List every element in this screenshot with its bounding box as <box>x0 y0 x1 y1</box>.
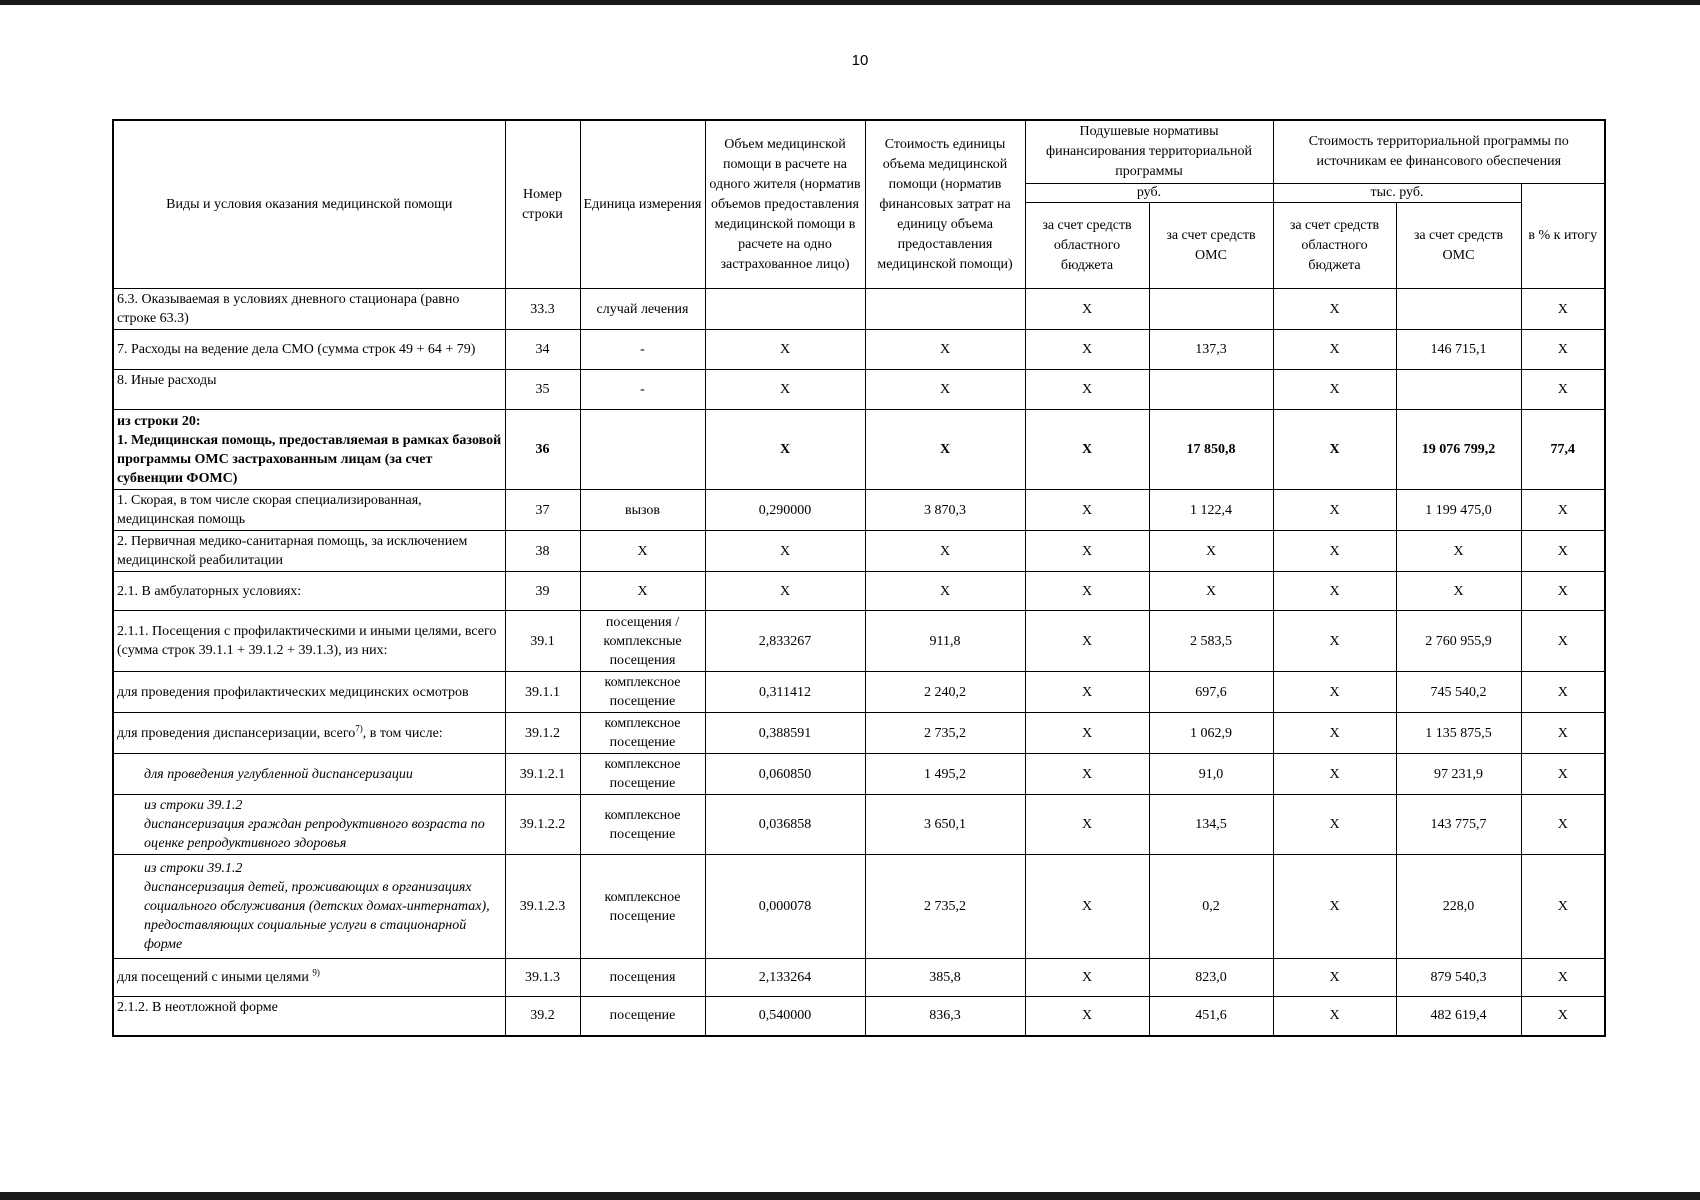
row-pc-budget: X <box>1025 410 1149 490</box>
row-pc-budget: X <box>1025 330 1149 370</box>
row-number: 35 <box>505 370 580 410</box>
row-c-oms: 143 775,7 <box>1396 795 1521 855</box>
row-volume: X <box>705 410 865 490</box>
row-name: 1. Скорая, в том числе скорая специализированная, медицинская помощь <box>113 490 505 531</box>
header-volume: Объем медицинской помощи в расчете на одного жителя (норматив объемов предоставления медицинской помощи в расчете на одно застрахованное лицо) <box>705 120 865 289</box>
row-pc-oms: 823,0 <box>1149 959 1273 997</box>
row-c-oms: 2 760 955,9 <box>1396 611 1521 672</box>
row-pc-oms: 91,0 <box>1149 754 1273 795</box>
row-pc-oms: 2 583,5 <box>1149 611 1273 672</box>
row-c-oms: 228,0 <box>1396 855 1521 959</box>
row-cost: 3 650,1 <box>865 795 1025 855</box>
row-percent: X <box>1521 611 1605 672</box>
row-unit: комплексное посещение <box>580 713 705 754</box>
row-percent: X <box>1521 795 1605 855</box>
row-cost: 2 735,2 <box>865 713 1025 754</box>
table-row <box>113 289 1605 330</box>
row-number: 39.1.2.2 <box>505 795 580 855</box>
row-c-budget: X <box>1273 672 1396 713</box>
table-row <box>113 959 1605 997</box>
table-row <box>113 490 1605 531</box>
row-cost: X <box>865 410 1025 490</box>
row-c-oms <box>1396 370 1521 410</box>
row-pc-oms: 1 122,4 <box>1149 490 1273 531</box>
table-row <box>113 713 1605 754</box>
row-volume <box>705 289 865 330</box>
row-number: 33.3 <box>505 289 580 330</box>
row-c-oms: 97 231,9 <box>1396 754 1521 795</box>
row-pc-budget: X <box>1025 611 1149 672</box>
row-percent: X <box>1521 289 1605 330</box>
row-percent: X <box>1521 959 1605 997</box>
row-number: 39.1.2.1 <box>505 754 580 795</box>
row-cost: 2 735,2 <box>865 855 1025 959</box>
row-c-oms: 1 135 875,5 <box>1396 713 1521 754</box>
row-volume: 0,290000 <box>705 490 865 531</box>
row-cost: 911,8 <box>865 611 1025 672</box>
row-volume: X <box>705 330 865 370</box>
row-c-budget: X <box>1273 959 1396 997</box>
row-name: для проведения профилактических медицинских осмотров <box>113 672 505 713</box>
row-c-budget: X <box>1273 572 1396 611</box>
row-pc-budget: X <box>1025 289 1149 330</box>
row-unit: вызов <box>580 490 705 531</box>
table-row <box>113 531 1605 572</box>
scan-border-top <box>0 0 1700 5</box>
page-number: 10 <box>851 52 869 69</box>
row-unit: X <box>580 572 705 611</box>
header-percent: в % к итогу <box>1521 184 1605 289</box>
row-name: для проведения углубленной диспансеризации <box>113 754 505 795</box>
row-percent: X <box>1521 855 1605 959</box>
row-name: 6.3. Оказываемая в условиях дневного стационара (равно строке 63.3) <box>113 289 505 330</box>
row-name: из строки 20: 1. Медицинская помощь, предоставляемая в рамках базовой программы ОМС застрахованным лицам (за счет субвенции ФОМС) <box>113 410 505 490</box>
row-number: 39.1.3 <box>505 959 580 997</box>
row-cost: 385,8 <box>865 959 1025 997</box>
row-number: 39.2 <box>505 997 580 1036</box>
row-pc-oms: 0,2 <box>1149 855 1273 959</box>
row-percent: 77,4 <box>1521 410 1605 490</box>
row-number: 39.1.2.3 <box>505 855 580 959</box>
header-unit-cost: Стоимость единицы объема медицинской помощи (норматив финансовых затрат на единицу объема предоставления медицинской помощи) <box>865 120 1025 289</box>
header-program-cost-group: Стоимость территориальной программы по источникам ее финансового обеспечения <box>1273 120 1605 184</box>
row-c-budget: X <box>1273 531 1396 572</box>
row-cost: X <box>865 531 1025 572</box>
row-cost: X <box>865 330 1025 370</box>
row-unit: - <box>580 330 705 370</box>
row-unit: посещение <box>580 997 705 1036</box>
row-name: 2. Первичная медико-санитарная помощь, за исключением медицинской реабилитации <box>113 531 505 572</box>
table-row <box>113 795 1605 855</box>
row-name-suffix: , в том числе: <box>362 725 443 741</box>
row-volume: 0,311412 <box>705 672 865 713</box>
row-cost: X <box>865 370 1025 410</box>
row-name: из строки 39.1.2 диспансеризация детей, проживающих в организациях социального обслуживания (детских домах-интернатах), предоставляющих социальные услуги в стационарной форме <box>113 855 505 959</box>
footnote-marker: 9) <box>312 967 320 978</box>
row-volume: 2,833267 <box>705 611 865 672</box>
row-pc-budget: X <box>1025 490 1149 531</box>
table-row <box>113 672 1605 713</box>
row-cost: 2 240,2 <box>865 672 1025 713</box>
row-percent: X <box>1521 370 1605 410</box>
header-unit: Единица измерения <box>580 120 705 289</box>
row-c-budget: X <box>1273 370 1396 410</box>
row-pc-budget: X <box>1025 959 1149 997</box>
row-cost: 836,3 <box>865 997 1025 1036</box>
row-pc-budget: X <box>1025 754 1149 795</box>
row-pc-budget: X <box>1025 531 1149 572</box>
header-c-budget: за счет средств областного бюджета <box>1273 203 1396 289</box>
row-pc-budget: X <box>1025 572 1149 611</box>
header-per-capita-group: Подушевые нормативы финансирования территориальной программы <box>1025 120 1273 184</box>
row-volume: X <box>705 572 865 611</box>
row-c-budget: X <box>1273 289 1396 330</box>
row-c-oms: 879 540,3 <box>1396 959 1521 997</box>
header-unit-thousand-rub: тыс. руб. <box>1273 184 1521 203</box>
row-number: 34 <box>505 330 580 370</box>
row-number: 39.1 <box>505 611 580 672</box>
row-number: 39.1.1 <box>505 672 580 713</box>
row-pc-oms: X <box>1149 572 1273 611</box>
row-c-budget: X <box>1273 330 1396 370</box>
row-percent: X <box>1521 713 1605 754</box>
table-row <box>113 611 1605 672</box>
row-pc-oms: 134,5 <box>1149 795 1273 855</box>
row-pc-budget: X <box>1025 713 1149 754</box>
row-c-oms: 146 715,1 <box>1396 330 1521 370</box>
row-c-oms: X <box>1396 572 1521 611</box>
header-unit-rub: руб. <box>1025 184 1273 203</box>
footnote-marker: 7) <box>355 722 363 733</box>
row-volume: X <box>705 531 865 572</box>
row-cost: 3 870,3 <box>865 490 1025 531</box>
row-c-oms: X <box>1396 531 1521 572</box>
row-percent: X <box>1521 997 1605 1036</box>
row-name <box>113 959 505 997</box>
row-c-oms: 19 076 799,2 <box>1396 410 1521 490</box>
row-name: 2.1. В амбулаторных условиях: <box>113 572 505 611</box>
table-row <box>113 572 1605 611</box>
row-pc-budget: X <box>1025 672 1149 713</box>
table-row <box>113 855 1605 959</box>
row-pc-oms: 137,3 <box>1149 330 1273 370</box>
row-percent: X <box>1521 672 1605 713</box>
row-number: 36 <box>505 410 580 490</box>
header-name: Виды и условия оказания медицинской помощи <box>113 120 505 289</box>
row-c-budget: X <box>1273 795 1396 855</box>
scan-border-bottom <box>0 1192 1700 1200</box>
table-body <box>113 289 1605 1036</box>
row-c-oms <box>1396 289 1521 330</box>
row-c-budget: X <box>1273 713 1396 754</box>
row-name: 2.1.1. Посещения с профилактическими и иными целями, всего (сумма строк 39.1.1 + 39.1.2 + 39.1.3), из них: <box>113 611 505 672</box>
row-unit <box>580 410 705 490</box>
row-pc-oms: 451,6 <box>1149 997 1273 1036</box>
row-c-budget: X <box>1273 997 1396 1036</box>
row-unit: комплексное посещение <box>580 855 705 959</box>
row-volume: 0,540000 <box>705 997 865 1036</box>
table-row <box>113 754 1605 795</box>
header-pc-oms: за счет средств ОМС <box>1149 203 1273 289</box>
row-volume: 0,036858 <box>705 795 865 855</box>
row-unit: - <box>580 370 705 410</box>
row-unit: X <box>580 531 705 572</box>
header-row-number: Номер строки <box>505 120 580 289</box>
row-unit: посещения / комплексные посещения <box>580 611 705 672</box>
row-c-oms: 745 540,2 <box>1396 672 1521 713</box>
row-number: 39 <box>505 572 580 611</box>
row-pc-oms: 1 062,9 <box>1149 713 1273 754</box>
row-percent: X <box>1521 490 1605 531</box>
row-c-budget: X <box>1273 611 1396 672</box>
row-cost: X <box>865 572 1025 611</box>
row-unit: комплексное посещение <box>580 795 705 855</box>
row-percent: X <box>1521 754 1605 795</box>
row-cost: 1 495,2 <box>865 754 1025 795</box>
row-volume: 0,060850 <box>705 754 865 795</box>
row-c-oms: 482 619,4 <box>1396 997 1521 1036</box>
table-header <box>113 120 1605 289</box>
row-pc-oms: X <box>1149 531 1273 572</box>
row-pc-budget: X <box>1025 855 1149 959</box>
row-number: 39.1.2 <box>505 713 580 754</box>
row-percent: X <box>1521 330 1605 370</box>
row-number: 37 <box>505 490 580 531</box>
row-unit: случай лечения <box>580 289 705 330</box>
header-c-oms: за счет средств ОМС <box>1396 203 1521 289</box>
row-pc-oms: 697,6 <box>1149 672 1273 713</box>
row-unit: комплексное посещение <box>580 672 705 713</box>
row-c-budget: X <box>1273 410 1396 490</box>
row-volume: 0,000078 <box>705 855 865 959</box>
row-volume: X <box>705 370 865 410</box>
row-pc-budget: X <box>1025 370 1149 410</box>
table-row <box>113 997 1605 1036</box>
row-volume: 2,133264 <box>705 959 865 997</box>
row-percent: X <box>1521 572 1605 611</box>
row-name-text: для посещений с иными целями <box>117 970 309 985</box>
row-number: 38 <box>505 531 580 572</box>
row-name: из строки 39.1.2 диспансеризация граждан репродуктивного возраста по оценке репродуктивного здоровья <box>113 795 505 855</box>
row-unit: посещения <box>580 959 705 997</box>
row-pc-oms: 17 850,8 <box>1149 410 1273 490</box>
table-row <box>113 410 1605 490</box>
table-row <box>113 330 1605 370</box>
row-name <box>113 713 505 754</box>
row-pc-budget: X <box>1025 795 1149 855</box>
row-pc-budget: X <box>1025 997 1149 1036</box>
row-c-budget: X <box>1273 490 1396 531</box>
program-cost-table <box>112 119 1606 1037</box>
row-pc-oms <box>1149 370 1273 410</box>
row-c-budget: X <box>1273 855 1396 959</box>
row-cost <box>865 289 1025 330</box>
row-name: 2.1.2. В неотложной форме <box>113 997 505 1036</box>
row-percent: X <box>1521 531 1605 572</box>
header-pc-budget: за счет средств областного бюджета <box>1025 203 1149 289</box>
row-unit: комплексное посещение <box>580 754 705 795</box>
row-name: 7. Расходы на ведение дела СМО (сумма строк 49 + 64 + 79) <box>113 330 505 370</box>
row-volume: 0,388591 <box>705 713 865 754</box>
row-name: 8. Иные расходы <box>113 370 505 410</box>
row-c-oms: 1 199 475,0 <box>1396 490 1521 531</box>
row-pc-oms <box>1149 289 1273 330</box>
table-row <box>113 370 1605 410</box>
row-c-budget: X <box>1273 754 1396 795</box>
row-name-text: для проведения диспансеризации, всего <box>117 725 356 741</box>
